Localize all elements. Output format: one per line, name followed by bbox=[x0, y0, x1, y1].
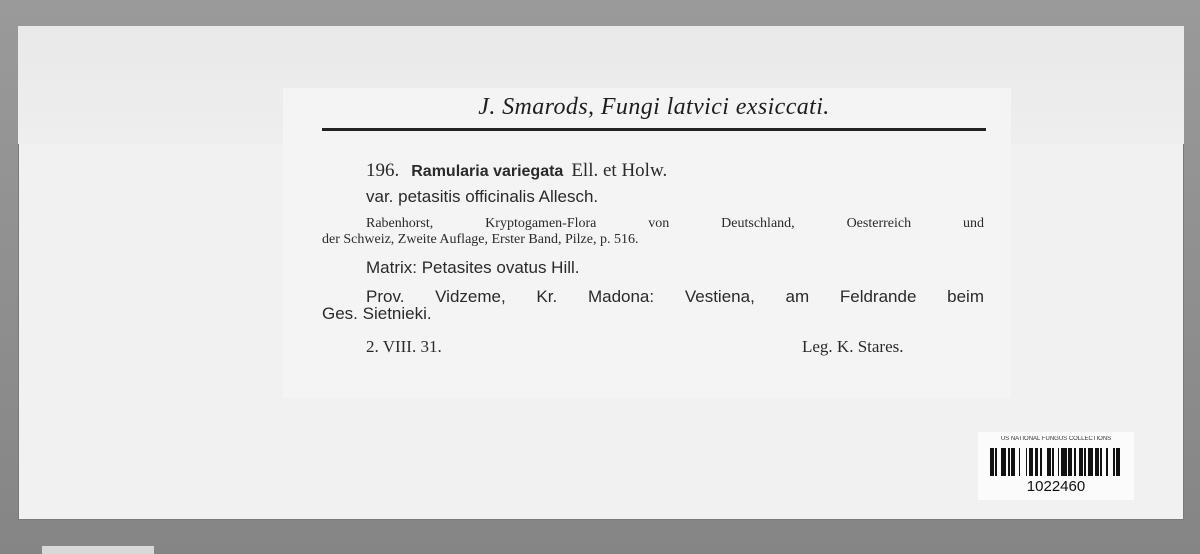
barcode-label bbox=[978, 432, 1134, 500]
specimen-name-line bbox=[366, 160, 667, 182]
collection-title: J. Smarods, Fungi latvici exsiccati. bbox=[478, 94, 830, 120]
title-rule bbox=[322, 128, 986, 131]
matrix-line: Matrix: Petasites ovatus Hill. bbox=[366, 258, 580, 277]
barcode-org: US NATIONAL FUNGUS COLLECTIONS bbox=[1000, 436, 1112, 442]
specimen-number: 196. bbox=[366, 160, 400, 181]
collector: Leg. K. Stares. bbox=[802, 337, 904, 356]
variety-line: var. petasitis officinalis Allesch. bbox=[366, 187, 599, 206]
reference-line-1: Rabenhorst, Kryptogamen-Flora von Deutschland, Oesterreich und bbox=[366, 216, 984, 231]
sheet-edge-tab bbox=[42, 546, 154, 554]
species-authority: Ell. et Holw. bbox=[571, 160, 668, 181]
species-name: Ramularia variegata bbox=[411, 163, 564, 180]
locality-line-2: Ges. Sietnieki. bbox=[322, 304, 432, 323]
barcode-bars bbox=[990, 448, 1122, 476]
barcode-number: 1022460 bbox=[1026, 478, 1086, 495]
locality-line-1: Prov. Vidzeme, Kr. Madona: Vestiena, am Feldrande beim bbox=[366, 287, 984, 306]
collection-date: 2. VIII. 31. bbox=[366, 337, 442, 356]
reference-line-2: der Schweiz, Zweite Auflage, Erster Band, Pilze, p. 516. bbox=[322, 232, 639, 247]
